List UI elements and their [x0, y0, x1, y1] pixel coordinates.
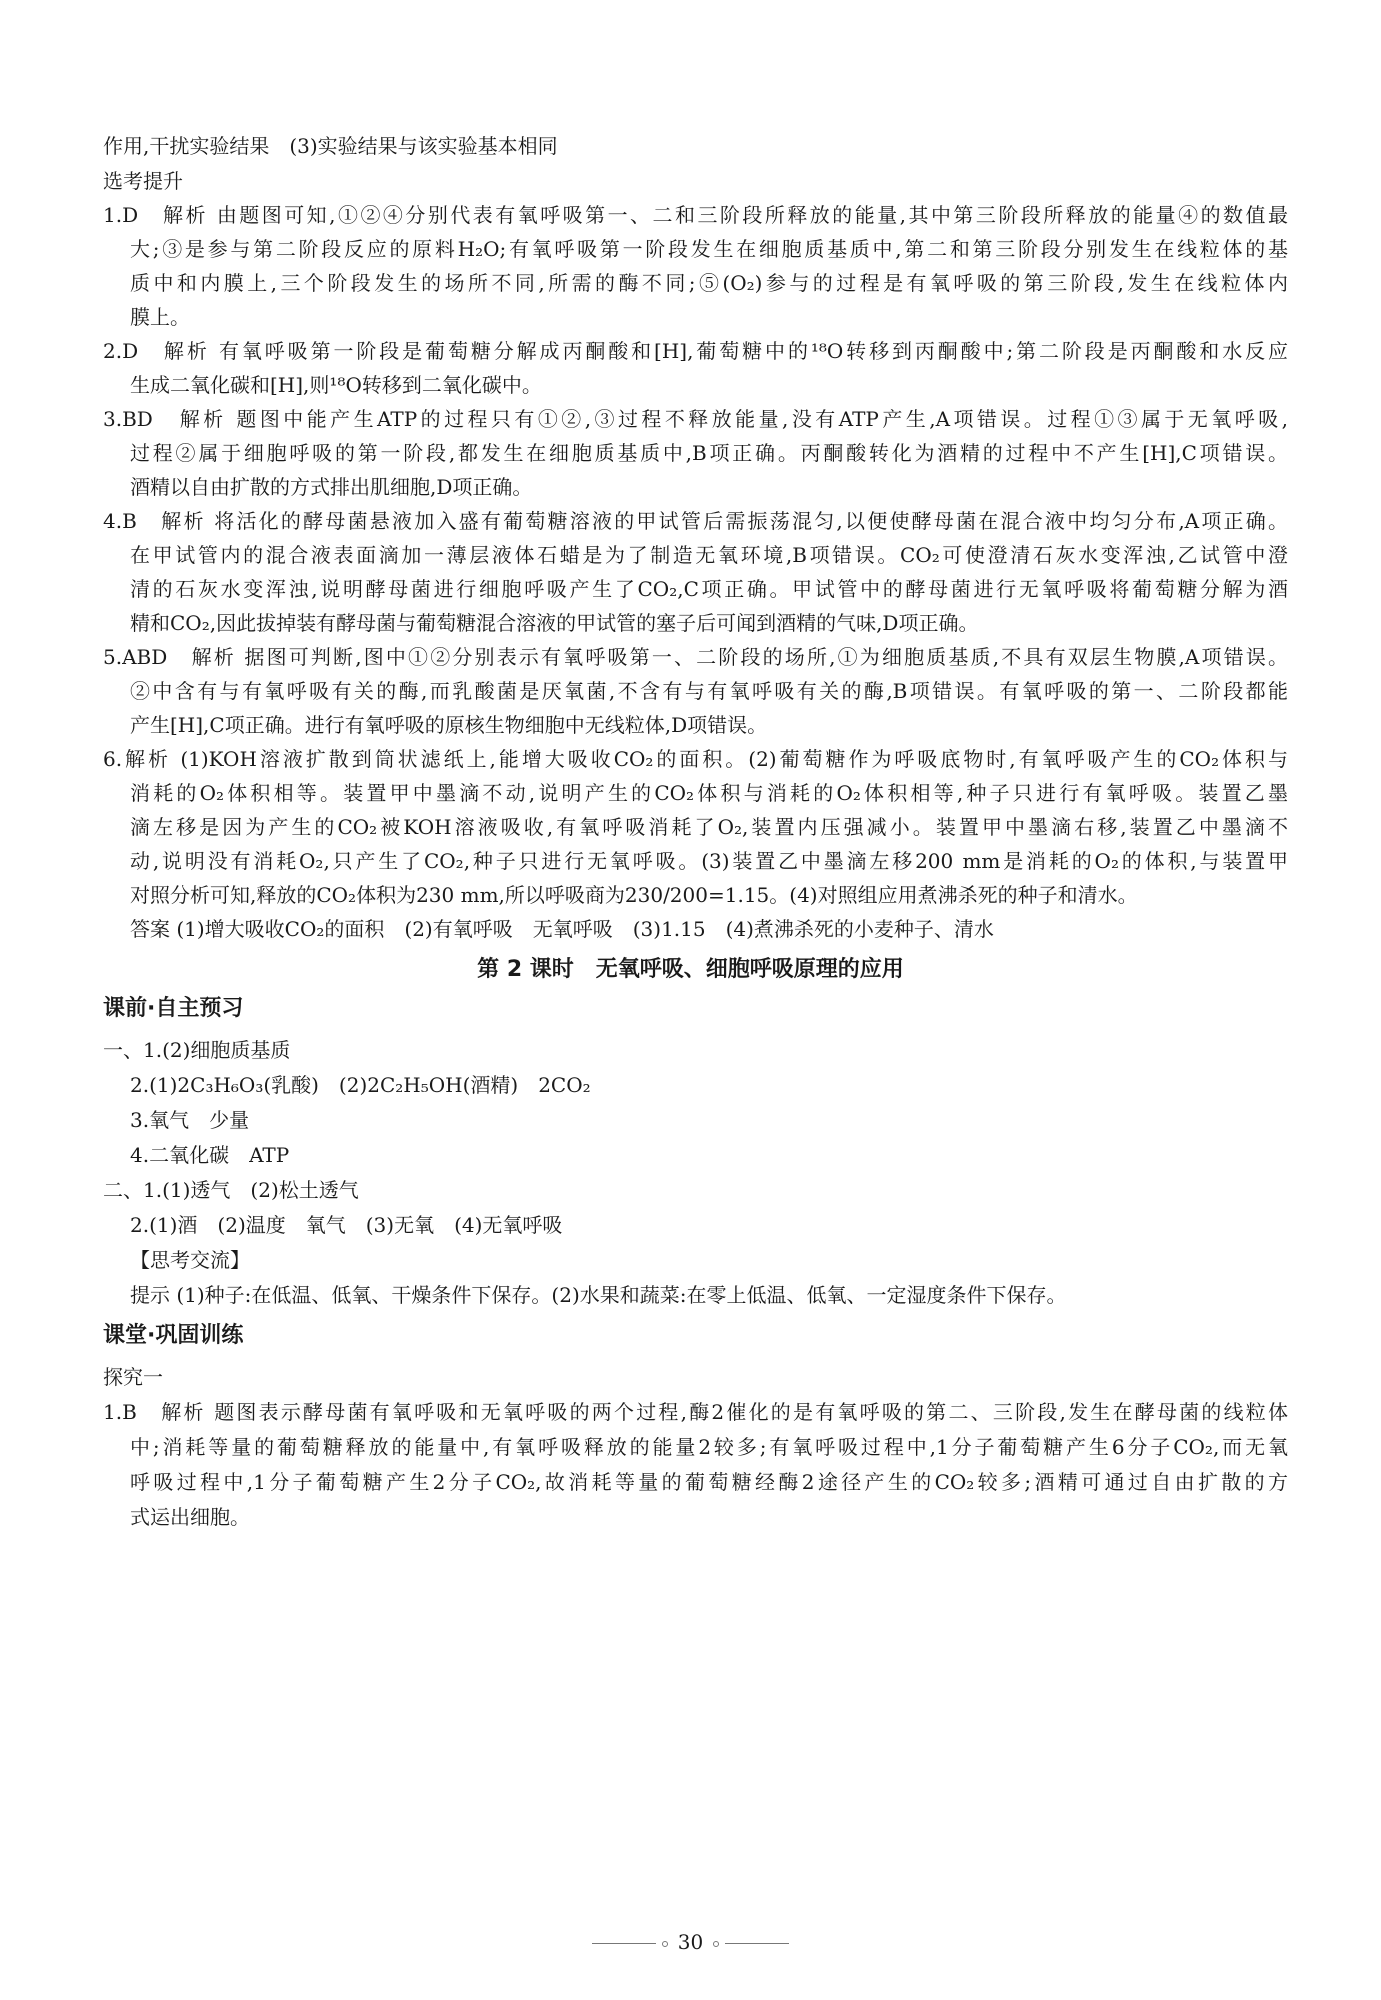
answer-2-line: 2.D 解析 有氧呼吸第一阶段是葡萄糖分解成丙酮酸和[H],葡萄糖中的¹⁸O转移到丙酮酸中;第二阶段是丙酮酸和水反应: [103, 339, 1288, 363]
answer-2-line: 生成二氧化碳和[H],则¹⁸O转移到二氧化碳中。: [130, 373, 542, 397]
answer-6-line: 动,说明没有消耗O₂,只产生了CO₂,种子只进行无氧呼吸。(3)装置乙中墨滴左移200 mm是消耗的O₂的体积,与装置甲: [130, 849, 1288, 873]
section-label: 探究一: [103, 1365, 163, 1389]
footer-rule-right: [725, 1943, 789, 1944]
section-heading: 课堂·巩固训练: [103, 1323, 244, 1348]
answer-1-line: 质中和内膜上,三个阶段发生的场所不同,所需的酶不同;⑤(O₂)参与的过程是有氧呼吸的第三阶段,发生在线粒体内: [130, 271, 1288, 295]
answer-5-line: ②中含有与有氧呼吸有关的酶,而乳酸菌是厌氧菌,不含有与有氧呼吸有关的酶,B项错误。有氧呼吸的第一、二阶段都能: [130, 679, 1288, 703]
answer-5-line: 产生[H],C项正确。进行有氧呼吸的原核生物细胞中无线粒体,D项错误。: [130, 713, 768, 737]
answer-6-line: 对照分析可知,释放的CO₂体积为230 mm,所以呼吸商为230/200=1.15。(4)对照组应用煮沸杀死的种子和清水。: [130, 883, 1138, 907]
answer-4-line: 精和CO₂,因此拔掉装有酵母菌与葡萄糖混合溶液的甲试管的塞子后可闻到酒精的气味,D项正确。: [130, 611, 979, 635]
footer-ornament: [662, 1941, 668, 1947]
preview-item: 二、1.(1)透气 (2)松土透气: [103, 1178, 359, 1202]
answer-6-line: 消耗的O₂体积相等。装置甲中墨滴不动,说明产生的CO₂体积与消耗的O₂体积相等,种子只进行有氧呼吸。装置乙墨: [130, 781, 1288, 805]
practice-1-line: 式运出细胞。: [130, 1505, 250, 1529]
page-footer: [0, 1930, 1381, 1954]
footer-rule-left: [592, 1943, 656, 1944]
answer-3-line: 酒精以自由扩散的方式排出肌细胞,D项正确。: [130, 475, 533, 499]
practice-1-line: 1.B 解析 题图表示酵母菌有氧呼吸和无氧呼吸的两个过程,酶2催化的是有氧呼吸的第二、三阶段,发生在酵母菌的线粒体: [103, 1400, 1288, 1424]
text-line: 作用,干扰实验结果 (3)实验结果与该实验基本相同: [103, 134, 558, 158]
preview-item: 3.氧气 少量: [130, 1108, 250, 1132]
page-number: 30: [677, 1930, 704, 1954]
preview-item: 4.二氧化碳 ATP: [130, 1143, 290, 1167]
answer-4-line: 4.B 解析 将活化的酵母菌悬液加入盛有葡萄糖溶液的甲试管后需振荡混匀,以便使酵母菌在混合液中均匀分布,A项正确。: [103, 509, 1288, 533]
answer-6-line: 滴左移是因为产生的CO₂被KOH溶液吸收,有氧呼吸消耗了O₂,装置内压强减小。装置甲中墨滴右移,装置乙中墨滴不: [130, 815, 1288, 839]
preview-item: 2.(1)酒 (2)温度 氧气 (3)无氧 (4)无氧呼吸: [130, 1213, 563, 1237]
answer-4-line: 在甲试管内的混合液表面滴加一薄层液体石蜡是为了制造无氧环境,B项错误。CO₂可使澄清石灰水变浑浊,乙试管中澄: [130, 543, 1288, 567]
preview-item: 2.(1)2C₃H₆O₃(乳酸) (2)2C₂H₅OH(酒精) 2CO₂: [130, 1073, 591, 1097]
preview-item: 一、1.(2)细胞质基质: [103, 1038, 291, 1062]
hint-line: 提示 (1)种子:在低温、低氧、干燥条件下保存。(2)水果和蔬菜:在零上低温、低氧、一定湿度条件下保存。: [130, 1283, 1067, 1307]
practice-1-line: 呼吸过程中,1分子葡萄糖产生2分子CO₂,故消耗等量的葡萄糖经酶2途径产生的CO₂较多;酒精可通过自由扩散的方: [130, 1470, 1288, 1494]
answer-1-line: 膜上。: [130, 305, 190, 329]
answer-5-line: 5.ABD 解析 据图可判断,图中①②分别表示有氧呼吸第一、二阶段的场所,①为细胞质基质,不具有双层生物膜,A项错误。: [103, 645, 1288, 669]
think-exchange-label: 【思考交流】: [130, 1248, 250, 1272]
answer-6-result: 答案 (1)增大吸收CO₂的面积 (2)有氧呼吸 无氧呼吸 (3)1.15 (4)煮沸杀死的小麦种子、清水: [130, 917, 994, 941]
answer-4-line: 清的石灰水变浑浊,说明酵母菌进行细胞呼吸产生了CO₂,C项正确。甲试管中的酵母菌进行无氧呼吸将葡萄糖分解为酒: [130, 577, 1288, 601]
footer-ornament: [713, 1941, 719, 1947]
section-label: 选考提升: [103, 169, 183, 193]
section-heading: 课前·自主预习: [103, 996, 244, 1021]
answer-3-line: 过程②属于细胞呼吸的第一阶段,都发生在细胞质基质中,B项正确。丙酮酸转化为酒精的过程中不产生[H],C项错误。: [130, 441, 1288, 465]
lesson-title: 第 2 课时 无氧呼吸、细胞呼吸原理的应用: [477, 957, 904, 982]
answer-6-line: 6.解析 (1)KOH溶液扩散到筒状滤纸上,能增大吸收CO₂的面积。(2)葡萄糖作为呼吸底物时,有氧呼吸产生的CO₂体积与: [103, 747, 1288, 771]
practice-1-line: 中;消耗等量的葡萄糖释放的能量中,有氧呼吸释放的能量2较多;有氧呼吸过程中,1分子葡萄糖产生6分子CO₂,而无氧: [130, 1435, 1288, 1459]
answer-1-line: 1.D 解析 由题图可知,①②④分别代表有氧呼吸第一、二和三阶段所释放的能量,其中第三阶段所释放的能量④的数值最: [103, 203, 1288, 227]
answer-3-line: 3.BD 解析 题图中能产生ATP的过程只有①②,③过程不释放能量,没有ATP产生,A项错误。过程①③属于无氧呼吸,: [103, 407, 1288, 431]
answer-1-line: 大;③是参与第二阶段反应的原料H₂O;有氧呼吸第一阶段发生在细胞质基质中,第二和第三阶段分别发生在线粒体的基: [130, 237, 1288, 261]
